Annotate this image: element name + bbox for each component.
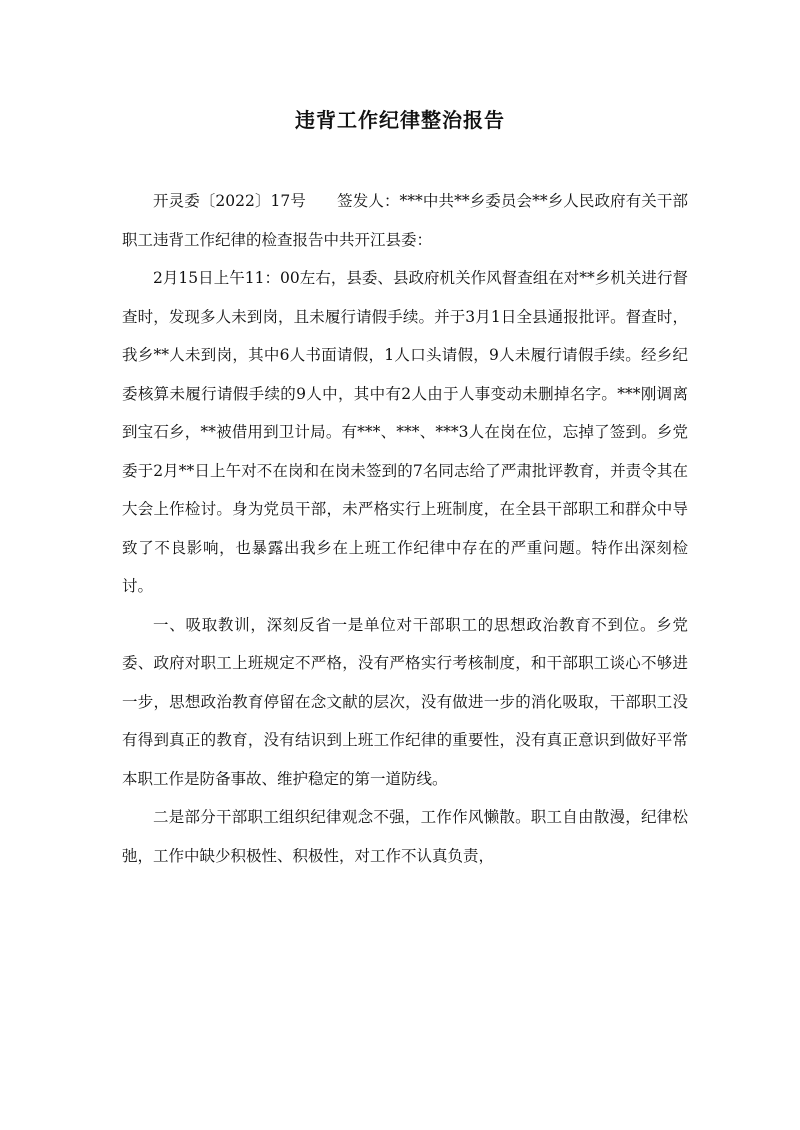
paragraph-header: 开灵委〔2022〕17号 签发人：***中共**乡委员会**乡人民政府有关干部职工违背工作纪律的检查报告中共开江县委： — [122, 192, 688, 249]
paragraph-inspection-details: 2月15日上午11：00左右，县委、县政府机关作风督查组在对**乡机关进行督查时，发现多人未到岗，且未履行请假手续。并于3月1日全县通报批评。督查时，我乡**人未到岗，其中6人书面请假，1人口头请假，9人未履行请假手续。经乡纪委核算未履行请假手续的9人中，其中有2人由于人事变动未删掉名字。***刚调离到宝石乡，**被借用到卫计局。有***、***、***3人在岗在位，忘掉了签到。乡党委于2月**日上午对不在岗和在岗未签到的7名同志给了严肃批评教育，并责令其在大会上作检讨。身为党员干部，未严格实行上班制度，在全县干部职工和群众中导致了不良影响，也暴露出我乡在上班工作纪律中存在的严重问题。特作出深刻检讨。 — [122, 269, 688, 595]
paragraph-lesson-two: 二是部分干部职工组织纪律观念不强，工作作风懒散。职工自由散漫，纪律松弛，工作中缺少积极性、积极性，对工作不认真负责， — [122, 808, 688, 865]
document-body — [122, 182, 688, 875]
document-title: 违背工作纪律整治报告 — [295, 108, 505, 132]
paragraph-lesson-one: 一、吸取教训，深刻反省一是单位对干部职工的思想政治教育不到位。乡党委、政府对职工上班规定不严格，没有严格实行考核制度，和干部职工谈心不够进一步，思想政治教育停留在念文献的层次，没有做进一步的消化吸取，干部职工没有得到真正的教育，没有结识到上班工作纪律的重要性，没有真正意识到做好平常本职工作是防备事故、维护稳定的第一道防线。 — [122, 615, 688, 788]
